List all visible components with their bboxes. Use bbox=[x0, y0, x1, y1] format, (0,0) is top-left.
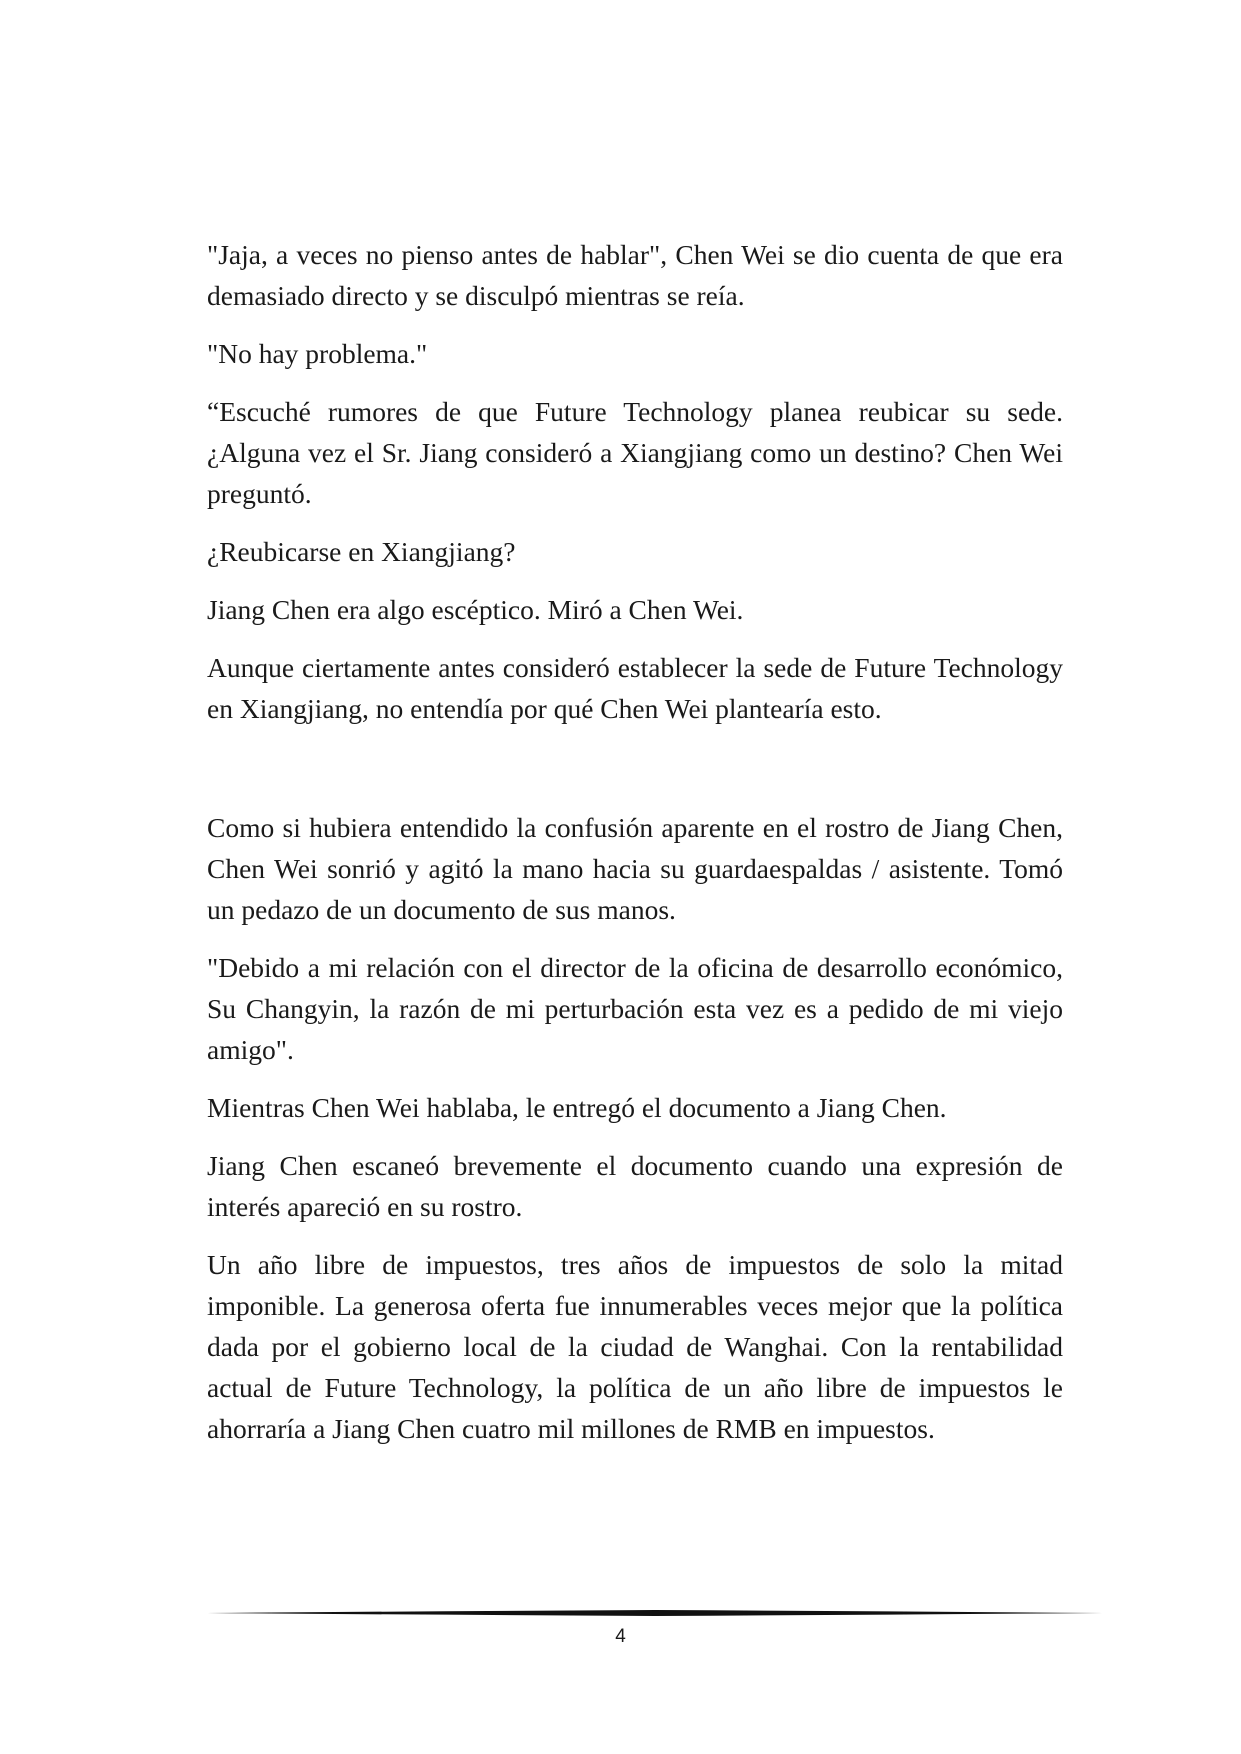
paragraph: Aunque ciertamente antes consideró establecer la sede de Future Technology en Xiangjiang, no entendía por qué Chen Wei plantearía esto. bbox=[207, 652, 1063, 724]
paragraph: "Jaja, a veces no pienso antes de hablar", Chen Wei se dio cuenta de que era demasiado directo y se disculpó mientras se reía. bbox=[207, 239, 1063, 311]
paragraph: Jiang Chen era algo escéptico. Miró a Chen Wei. bbox=[207, 594, 744, 625]
paragraph: "No hay problema." bbox=[207, 338, 428, 369]
paragraph: Un año libre de impuestos, tres años de impuestos de solo la mitad imponible. La generosa oferta fue innumerables veces mejor que la política dada por el gobierno local de la ciudad de Wanghai. Con la rentabilidad actual de Future Technology, la política de un año libre de impuestos le ahorraría a Jiang Chen cuatro mil millones de RMB en impuestos. bbox=[207, 1249, 1063, 1444]
paragraph: Jiang Chen escaneó brevemente el documento cuando una expresión de interés apareció en su rostro. bbox=[207, 1150, 1063, 1222]
footer-divider bbox=[207, 1608, 1103, 1618]
paragraph: ¿Reubicarse en Xiangjiang? bbox=[207, 536, 516, 567]
page-number: 4 bbox=[615, 1626, 626, 1647]
paragraph: Como si hubiera entendido la confusión aparente en el rostro de Jiang Chen, Chen Wei sonrió y agitó la mano hacia su guardaespaldas / asistente. Tomó un pedazo de un documento de sus manos. bbox=[207, 812, 1063, 925]
body-text bbox=[207, 234, 1063, 1466]
paragraph: "Debido a mi relación con el director de la oficina de desarrollo económico, Su Changyin, la razón de mi perturbación esta vez es a pedido de mi viejo amigo". bbox=[207, 952, 1063, 1065]
paragraph: Mientras Chen Wei hablaba, le entregó el documento a Jiang Chen. bbox=[207, 1092, 947, 1123]
paragraph: “Escuché rumores de que Future Technology planea reubicar su sede. ¿Alguna vez el Sr. Jiang consideró a Xiangjiang como un destino? Chen Wei preguntó. bbox=[207, 396, 1063, 509]
